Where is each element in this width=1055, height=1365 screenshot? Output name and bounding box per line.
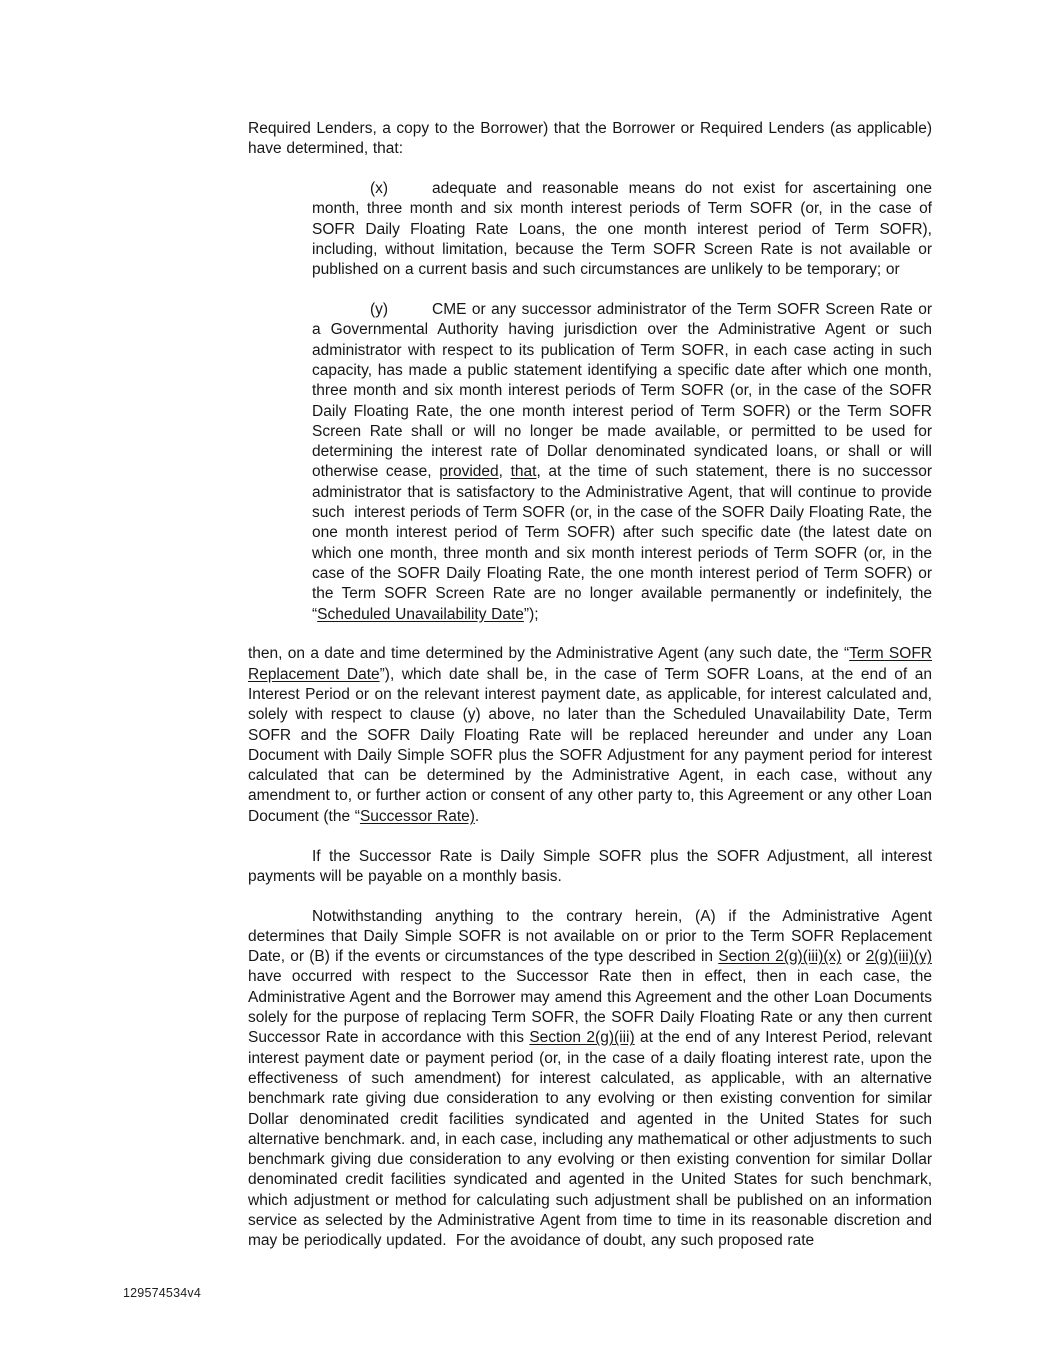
text-run: CME or any successor administrator of the Term SOFR Screen Rate or a Governmental Authority having jurisdiction over the Administrative Agent or such administrator with respect to its publication of Term SOFR, in each case acting in such capacity, has made a public statement identifying a specific date after which one month, three month and six month interest periods of Term SOFR (or, in the case of the SOFR Daily Floating Rate, the one month interest period of Term SOFR) or the Term SOFR Screen Rate shall or will no longer be made available, or permitted to be used for determining the interest rate of Dollar denominated syndicated loans, or shall or will otherwise cease, <box>312 301 932 481</box>
underlined-term: that <box>510 463 537 481</box>
clause-label: (x) <box>370 180 389 198</box>
clause-label: (y) <box>370 301 389 319</box>
text-run: at the end of any Interest Period, relevant interest payment date or payment period (or, in the case of a daily floating interest rate, upon the effectiveness of such amendment) for interest calculated, as applicable, with an alternative benchmark rate giving due consideration to any evolving or then existing convention for similar Dollar denominated credit facilities syndicated and agented in the United States for such alternative benchmark. and, in each case, including any mathematical or other adjustments to such benchmark giving due consideration to any evolving or then existing convention for similar Dollar denominated credit facilities syndicated and agented in the United States for such benchmark, which adjustment or method for calculating such adjustment shall be published on an information service as selected by the Administrative Agent from time to time in its reasonable discretion and may be periodically updated. For the avoidance of doubt, any such proposed rate <box>248 1029 932 1250</box>
paragraph-replacement-date <box>248 644 932 827</box>
underlined-term: provided <box>439 463 499 481</box>
underlined-term: 2(g)(iii)(y) <box>865 948 932 966</box>
text-run: adequate and reasonable means do not exist for ascertaining one month, three month and six month interest periods of Term SOFR (or, in the case of SOFR Daily Floating Rate Loans, the one month interest period of Term SOFR), including, without limitation, because the Term SOFR Screen Rate is not available or published on a current basis and such circumstances are unlikely to be temporary; or <box>312 180 932 279</box>
underlined-term: Section 2(g)(iii)(x) <box>718 948 842 966</box>
text-run: . <box>474 807 480 825</box>
text-run: have occurred with respect to the Successor Rate then in effect, then in each case, the Administrative Agent and the Borrower may amend this Agreement and the other Loan Documents solely for the purpose of replacing Term SOFR, the SOFR Daily Floating Rate or any then current Successor Rate in accordance with this <box>248 968 932 1047</box>
underlined-term: Successor Rate) <box>359 807 475 825</box>
document-control-number: 129574534v4 <box>123 1286 201 1300</box>
paragraph-clause-y <box>312 300 932 625</box>
paragraph-clause-x <box>312 179 932 280</box>
text-run: or <box>841 948 866 966</box>
underlined-term: Section 2(g)(iii) <box>529 1029 635 1047</box>
text-run: ”); <box>523 605 539 623</box>
text-run: Required Lenders, a copy to the Borrower) that the Borrower or Required Lenders (as applicable) have determined, that: <box>248 120 932 158</box>
text-run: If the Successor Rate is Daily Simple SOFR plus the SOFR Adjustment, all interest payments will be payable on a monthly basis. <box>248 847 932 885</box>
text-run: Notwithstanding anything to the contrary herein, (A) if the Administrative Agent determines that Daily Simple SOFR is not available on or prior to the Term SOFR Replacement Date, or (B) if the events or circumstances of the type described in <box>248 907 932 966</box>
paragraph-intro <box>248 119 932 160</box>
text-run: , at the time of such statement, there is no successor administrator that is satisfactory to the Administrative Agent, that will continue to provide such interest periods of Term SOFR (or, in the case of the SOFR Daily Floating Rate, the one month interest period of Term SOFR) after such specific date (the latest date on which one month, three month and six month interest periods of Term SOFR (or, in the case of the SOFR Daily Floating Rate, the one month interest period of Term SOFR) or the Term SOFR Screen Rate are no longer available permanently or indefinitely, the “ <box>312 463 933 623</box>
paragraph-monthly-payments <box>248 847 932 888</box>
underlined-term: Scheduled Unavailability Date <box>317 605 524 623</box>
text-run: then, on a date and time determined by the Administrative Agent (any such date, the “ <box>248 645 850 663</box>
text-run: ”), which date shall be, in the case of Term SOFR Loans, at the end of an Interest Period or on the relevant interest payment date, as applicable, for interest calculated and, solely with respect to clause (y) above, no later than the Scheduled Unavailability Date, Term SOFR and the SOFR Daily Floating Rate will be replaced hereunder and under any Loan Document with Daily Simple SOFR plus the SOFR Adjustment for any payment period for interest calculated that can be determined by the Administrative Agent, in each case, without any amendment to, or further action or consent of any other party to, this Agreement or any other Loan Document (the “ <box>248 665 932 825</box>
text-run: , <box>498 463 511 481</box>
paragraph-notwithstanding <box>248 907 932 1252</box>
underlined-term: Term SOFR Replacement Date <box>248 645 932 683</box>
document-body <box>248 119 932 1271</box>
